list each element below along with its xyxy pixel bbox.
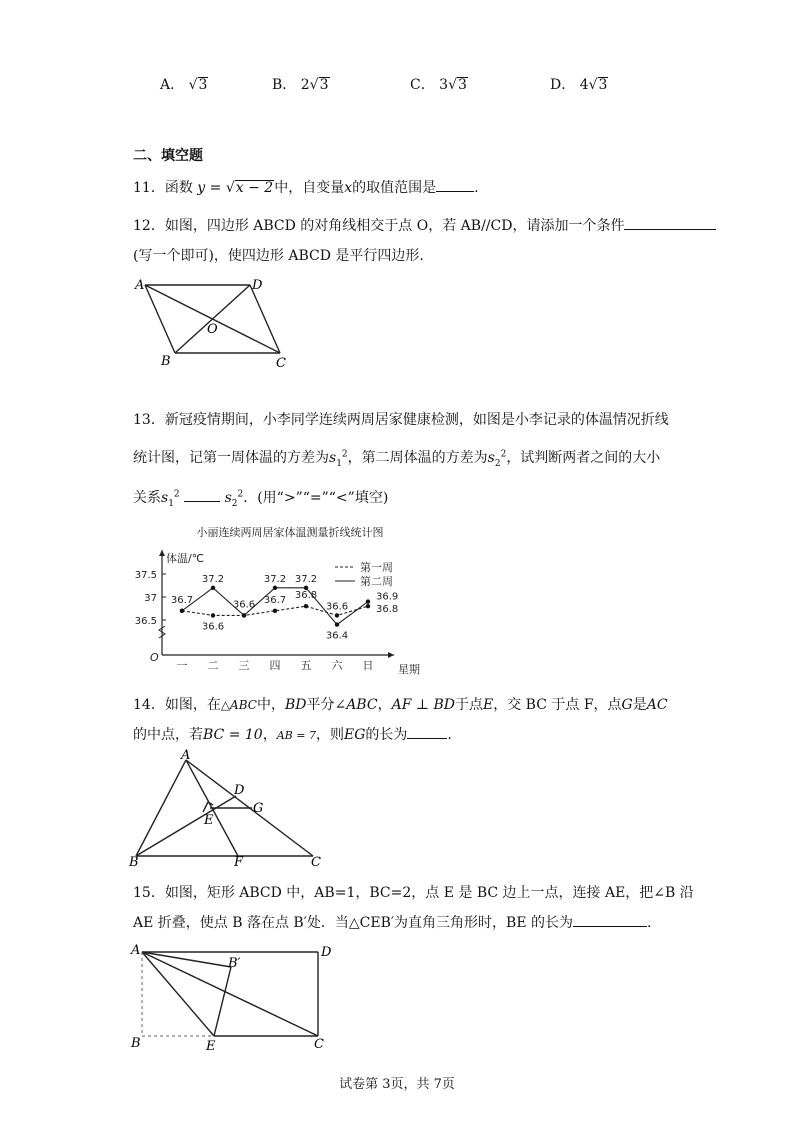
- temperature-line-chart: [130, 520, 420, 680]
- data-point: [211, 586, 215, 590]
- data-label: 36.7: [170, 594, 194, 606]
- data-label: 36.6: [232, 599, 256, 611]
- label-o: O: [207, 322, 218, 337]
- chart-ylabel: 体温/℃: [166, 552, 205, 565]
- q14-math: AF ⊥ BD: [391, 697, 455, 713]
- question-12-line2: (写一个即可)，使四边形 ABCD 是平行四边形.: [133, 248, 424, 264]
- rectangle-fold-figure: [128, 940, 338, 1055]
- q14-math: △ABC: [220, 698, 257, 712]
- option-letter: A．: [160, 77, 185, 93]
- q14-text: 于点: [454, 697, 483, 713]
- x-tick-label: 五: [300, 659, 312, 672]
- q13-text: ．(用“>”“=”“<”填空): [243, 490, 389, 506]
- label-d: D: [321, 945, 332, 960]
- y-tick-label: 37.5: [134, 570, 157, 581]
- label-c: C: [311, 855, 321, 870]
- data-point: [366, 599, 370, 603]
- data-label: 37.2: [263, 573, 287, 585]
- q13-s: s: [161, 490, 169, 506]
- x-tick-label: 一: [176, 659, 188, 672]
- x-tick-label: 四: [269, 659, 281, 672]
- q14-text: .: [447, 727, 452, 743]
- label-g: G: [253, 801, 264, 816]
- option-radicand: 3: [198, 77, 208, 93]
- data-point: [180, 609, 184, 613]
- q14-text: 14．如图，在: [133, 697, 221, 713]
- label-c: C: [314, 1037, 324, 1052]
- q13-s: s: [329, 450, 337, 466]
- q14-text: ，则: [315, 727, 344, 743]
- label-a: A: [181, 748, 191, 763]
- q14-text: ，: [377, 697, 392, 713]
- option-coef: 3: [439, 77, 449, 93]
- label-d: D: [252, 278, 263, 293]
- option-c: C． 3√3: [410, 77, 467, 93]
- data-label: 36.9: [376, 591, 399, 603]
- q11-text: .: [474, 180, 479, 196]
- question-number: 11．: [133, 180, 165, 196]
- q15-text: AE 折叠，使点 B 落在点 B′处．当△CEB′为直角三角形时，BE 的长为: [133, 915, 574, 931]
- q14-math: AC: [646, 697, 668, 713]
- data-point: [273, 609, 277, 613]
- answer-blank: [436, 179, 474, 192]
- q13-s: s: [224, 490, 232, 506]
- x-tick-label: 六: [331, 659, 343, 672]
- q11-text: 函数: [164, 180, 193, 196]
- page-footer: 试卷第 3页，共 7页: [339, 1077, 455, 1092]
- q12-text: 12．如图，四边形 ABCD 的对角线相交于点 O，若 AB//CD，请添加一个条件: [133, 218, 625, 234]
- q14-text: 的长为: [365, 727, 408, 743]
- question-14-line2: [133, 724, 452, 744]
- answer-blank: [407, 726, 447, 739]
- q11-eq: =: [205, 180, 226, 196]
- q13-text: 统计图，记第一周体温的方差为: [133, 450, 329, 466]
- parallelogram-figure: [130, 275, 300, 370]
- q15-text: .: [647, 915, 652, 931]
- data-label: 36.6: [201, 621, 225, 633]
- answer-blank: [573, 914, 647, 927]
- q14-math: ∠ABC: [334, 697, 378, 713]
- q14-text: ，: [262, 727, 277, 743]
- q14-math: G: [621, 697, 633, 713]
- data-label: 36.4: [325, 630, 349, 642]
- q11-text: 中，自变量: [274, 180, 345, 196]
- question-14-line1: [133, 694, 668, 714]
- segment-ab: [145, 285, 175, 353]
- legend-label: 第一周: [360, 561, 393, 574]
- q14-math: AB = 7: [276, 729, 316, 742]
- q13-sup: 2: [173, 489, 180, 500]
- option-coef: 2: [300, 77, 310, 93]
- chart-origin: O: [150, 651, 159, 664]
- data-point: [273, 586, 277, 590]
- q14-math: EG: [343, 727, 366, 743]
- label-e: E: [204, 813, 214, 828]
- question-12-line1: [133, 215, 716, 235]
- q14-text: ，交 BC 于点 F，点: [493, 697, 622, 713]
- answer-blank: [184, 489, 220, 502]
- answer-blank: [624, 217, 716, 230]
- option-radicand: 3: [458, 77, 467, 93]
- option-letter: D．: [550, 77, 576, 93]
- data-point: [335, 613, 339, 617]
- label-a: A: [135, 278, 145, 293]
- q13-text: 关系: [133, 490, 161, 506]
- axis-break-mark: [159, 626, 165, 638]
- data-label: 37.2: [201, 573, 225, 585]
- data-label: 37.2: [294, 573, 318, 585]
- diagonal-bd: [175, 285, 250, 353]
- chart-title: 小丽连续两周居家体温测量折线统计图: [196, 526, 384, 539]
- y-axis-arrow: [159, 550, 165, 556]
- q11-var-x: x: [344, 180, 353, 196]
- legend-label: 第二周: [360, 575, 393, 588]
- option-radicand: 3: [319, 77, 329, 93]
- data-point: [304, 604, 308, 608]
- q14-math: BC = 10: [203, 727, 263, 743]
- label-b: B: [131, 1036, 141, 1051]
- label-c: C: [276, 356, 286, 370]
- x-tick-label: 三: [238, 659, 250, 672]
- q13-sub: 1: [168, 498, 174, 509]
- label-b: B: [129, 855, 139, 870]
- question-13-line3: [133, 487, 388, 509]
- data-point: [335, 622, 339, 626]
- x-axis-arrow: [388, 652, 394, 658]
- data-label: 36.7: [263, 594, 287, 606]
- label-a: A: [131, 943, 141, 958]
- data-label: 36.8: [376, 604, 399, 616]
- x-tick-label: 日: [362, 659, 374, 672]
- q11-text: 的取值范围是: [352, 180, 437, 196]
- q13-sub: 2: [494, 458, 501, 469]
- chart-xlabel: 星期: [398, 663, 420, 676]
- q14-text: 的中点，若: [133, 727, 203, 743]
- label-b-prime: B′: [228, 956, 241, 971]
- data-label: 36.8: [294, 590, 318, 602]
- q13-sub: 2: [231, 498, 238, 509]
- data-point: [304, 586, 308, 590]
- segment-dc: [250, 285, 280, 353]
- q14-text: 中，: [256, 697, 285, 713]
- q14-text: 是: [632, 697, 647, 713]
- label-d: D: [234, 783, 245, 798]
- triangle-figure: [128, 748, 328, 870]
- q13-sup: 2: [341, 449, 348, 460]
- q13-text: ，试判断两者之间的大小: [506, 450, 661, 466]
- data-point: [242, 613, 246, 617]
- option-letter: C．: [410, 77, 435, 93]
- q13-sub: 1: [336, 458, 342, 469]
- q11-var-y: y: [197, 180, 206, 196]
- option-a: A． √3: [160, 77, 208, 93]
- q14-math: E: [482, 697, 494, 713]
- option-b: B． 2√3: [272, 77, 329, 93]
- q11-radicand: x − 2: [235, 180, 274, 196]
- question-13-line1: 13．新冠疫情期间，小李同学连续两周居家健康检测，如图是小李记录的体温情况折线: [133, 412, 669, 428]
- option-d: D． 4√3: [550, 77, 608, 93]
- q13-sup: 2: [500, 449, 507, 460]
- label-e: E: [206, 1039, 216, 1054]
- question-11: 11．函数 y = √x − 2中，自变量x的取值范围是 .: [133, 180, 479, 196]
- y-tick-label: 36.5: [134, 616, 157, 627]
- question-15-line1: 15．如图，矩形 ABCD 中，AB=1，BC=2，点 E 是 BC 边上一点，连接 AE，把∠B 沿: [133, 885, 694, 901]
- label-f: F: [234, 855, 244, 870]
- q13-s: s: [487, 450, 495, 466]
- label-b: B: [161, 354, 171, 369]
- option-letter: B．: [272, 77, 297, 93]
- segment-ab-prime: [142, 952, 231, 967]
- section-title: 二、填空题: [133, 148, 203, 164]
- question-15-line2: [133, 912, 651, 932]
- q13-text: ，第二周体温的方差为: [347, 450, 488, 466]
- option-coef: 4: [579, 77, 589, 93]
- data-point: [211, 613, 215, 617]
- data-label: 36.6: [325, 601, 349, 613]
- data-point: [366, 604, 370, 608]
- x-tick-label: 二: [207, 659, 219, 672]
- q13-sup: 2: [237, 489, 244, 500]
- segment-b-prime-e: [214, 967, 231, 1036]
- q14-text: 平分: [306, 697, 335, 713]
- y-tick-label: 37: [144, 593, 157, 604]
- q14-math: BD: [284, 697, 307, 713]
- option-radicand: 3: [598, 77, 608, 93]
- question-13-line2: [133, 447, 660, 469]
- segment-ae: [142, 952, 214, 1036]
